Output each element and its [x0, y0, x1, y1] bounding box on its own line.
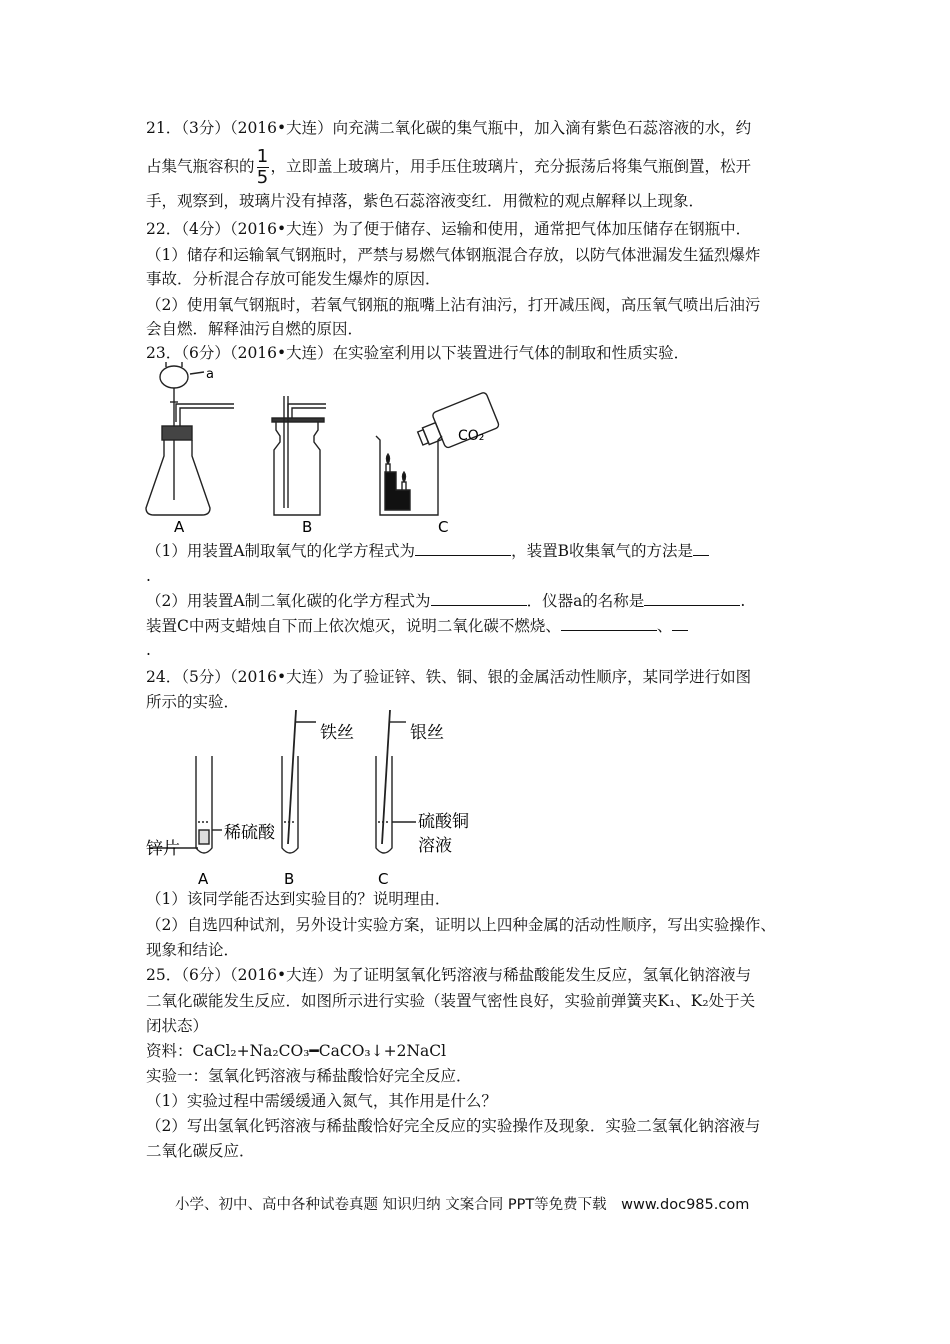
q22-line1: 22．（4分）（2016•大连）为了便于储存、运输和使用，通常把气体加压储存在钢瓶中． — [146, 220, 752, 238]
q24-p3: 现象和结论． — [146, 941, 240, 959]
label-iron-wire: 铁丝 — [320, 723, 354, 743]
fraction-denominator: 5 — [256, 167, 269, 188]
q23-p2-a: （2）用装置A制二氧化碳的化学方程式为 — [146, 592, 431, 610]
q23-p1-b: ，装置B收集氧气的方法是 — [511, 542, 693, 560]
q21-line2-b: ，立即盖上玻璃片，用手压住玻璃片，充分振荡后将集气瓶倒置，松开 — [270, 157, 752, 176]
q22-line3: 事故．分析混合存放可能发生爆炸的原因． — [146, 270, 441, 288]
q23-p2-b: ．仪器a的名称是 — [526, 592, 645, 610]
q25-line3: 闭状态） — [146, 1017, 209, 1035]
q22-line5: 会自燃．解释油污自燃的原因． — [146, 320, 364, 338]
q25-line4: 资料：CaCl₂+Na₂CO₃━CaCO₃↓+2NaCl — [146, 1042, 447, 1060]
label-a: a — [206, 367, 214, 382]
label-solution: 溶液 — [418, 836, 452, 856]
q21-line2-a: 占集气瓶容积的 — [146, 157, 255, 176]
answer-blank[interactable] — [672, 616, 688, 631]
answer-blank[interactable] — [561, 616, 657, 631]
q22-line2: （1）储存和运输氧气钢瓶时，严禁与易燃气体钢瓶混合存放，以防气体泄漏发生猛烈爆炸 — [146, 246, 761, 264]
label-apparatus-b: B — [302, 518, 313, 536]
iron-wire — [288, 710, 296, 844]
q23-p3 — [146, 616, 688, 636]
q23-p2 — [146, 591, 745, 611]
label-apparatus-c: C — [438, 518, 449, 536]
q23-apparatus-figure — [140, 360, 500, 540]
answer-blank[interactable] — [644, 591, 740, 606]
silver-wire — [382, 710, 390, 844]
label-apparatus-a: A — [174, 518, 185, 536]
label-zinc-sheet: 锌片 — [146, 839, 180, 859]
page-footer: 小学、初中、高中各种试卷真题 知识归纳 文案合同 PPT等免费下载 www.doc985.com — [175, 1197, 750, 1213]
q21-line1: 21．（3分）（2016•大连）向充满二氧化碳的集气瓶中，加入滴有紫色石蕊溶液的水，约 — [146, 119, 752, 137]
q24-line1: 24．（5分）（2016•大连）为了验证锌、铁、铜、银的金属活动性顺序，某同学进行如图 — [146, 668, 752, 686]
q25-line1: 25．（6分）（2016•大连）为了证明氢氧化钙溶液与稀盐酸能发生反应，氢氧化钠溶液与 — [146, 966, 752, 984]
q25-line7: （2）写出氢氧化钙溶液与稀盐酸恰好完全反应的实验操作及现象．实验二氢氧化钠溶液与 — [146, 1117, 761, 1135]
q23-p2-c: . — [740, 592, 746, 610]
q24-line2: 所示的实验． — [146, 693, 240, 711]
q23-p1-end: . — [146, 567, 151, 585]
answer-blank[interactable] — [431, 591, 527, 606]
label-co2: CO₂ — [458, 428, 485, 444]
fraction-one-fifth — [257, 148, 269, 187]
q24-p2: （2）自选四种试剂，另外设计实验方案，证明以上四种金属的活动性顺序，写出实验操作、 — [146, 916, 776, 934]
q25-line6: （1）实验过程中需缓缓通入氮气，其作用是什么？ — [146, 1092, 497, 1110]
q23-line1: 23．（6分）（2016•大连）在实验室利用以下装置进行气体的制取和性质实验． — [146, 344, 690, 362]
q23-p1 — [146, 541, 709, 561]
label-tube-a: A — [198, 870, 209, 888]
apparatus-c — [376, 392, 500, 515]
q23-p1-a: （1）用装置A制取氧气的化学方程式为 — [146, 542, 416, 560]
label-tube-c: C — [378, 870, 389, 888]
apparatus-b — [272, 396, 326, 515]
q23-p3-b: 、 — [656, 617, 673, 635]
label-dilute-sulfuric-acid: 稀硫酸 — [224, 823, 275, 843]
q24-test-tube-figure — [140, 708, 490, 888]
q25-line2: 二氧化碳能发生反应．如图所示进行实验（装置气密性良好，实验前弹簧夹K₁、K₂处于关 — [146, 992, 756, 1010]
label-copper-sulfate: 硫酸铜 — [418, 812, 469, 832]
q23-p3-end: . — [146, 641, 151, 659]
q21-line2 — [146, 148, 751, 187]
q21-line3: 手，观察到，玻璃片没有掉落，紫色石蕊溶液变红．用微粒的观点解释以上现象． — [146, 192, 705, 210]
q22-line4: （2）使用氧气钢瓶时，若氧气钢瓶的瓶嘴上沾有油污，打开减压阀，高压氧气喷出后油污 — [146, 296, 761, 314]
answer-blank[interactable] — [415, 541, 511, 556]
q23-p3-a: 装置C中两支蜡烛自下而上依次熄灭，说明二氧化碳不燃烧、 — [146, 617, 561, 635]
label-silver-wire: 银丝 — [410, 723, 444, 743]
label-tube-b: B — [284, 870, 295, 888]
q25-line5: 实验一：氢氧化钙溶液与稀盐酸恰好完全反应． — [146, 1067, 472, 1085]
answer-blank[interactable] — [693, 541, 709, 556]
fraction-numerator: 1 — [256, 146, 269, 167]
q24-p1: （1）该同学能否达到实验目的？说明理由． — [146, 890, 451, 908]
apparatus-a — [146, 362, 234, 515]
q25-line8: 二氧化碳反应． — [146, 1142, 255, 1160]
